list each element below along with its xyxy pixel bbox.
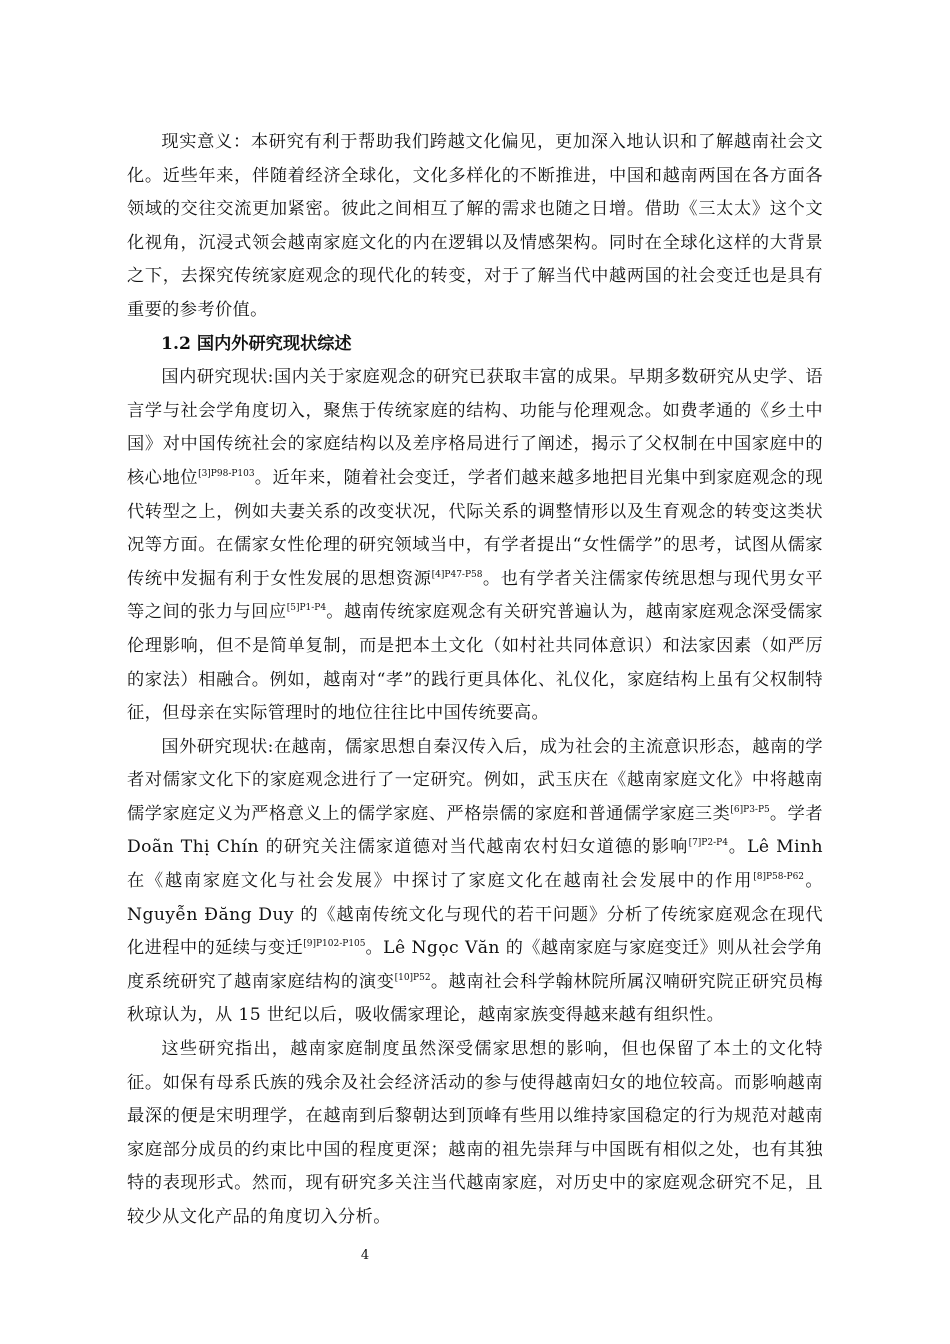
- paragraph-foreign-research: [127, 731, 823, 1033]
- citation: [8]P58-P62: [753, 872, 805, 883]
- text-run: 。学者 Doãn Thị Chín 的研究关注儒家道德对当代越南农村妇女道德的影响: [127, 803, 823, 858]
- text-run: 。近年来，随着社会变迁，学者们越来越多地把目光集中到家庭观念的现代转型之上，例如夫妻关系的改变状况，代际关系的调整情形以及生育观念的转变这类状况等方面。在儒家女性伦理的研究领域当中，有学者提出“女性儒学”的思考，试图从儒家传统中发掘有利于女性发展的思想资源: [127, 467, 823, 589]
- text-run: 。也有学者关注儒家传统思想与现代男女平等之间的张力与回应: [127, 568, 823, 623]
- citation: [4]P47-P58: [431, 569, 483, 580]
- paragraph-research-summary: 这些研究指出，越南家庭制度虽然深受儒家思想的影响，但也保留了本土的文化特征。如保有母系氏族的残余及社会经济活动的参与使得越南妇女的地位较高。而影响越南最深的便是宋明理学，在越南到后黎朝达到顶峰有些用以维持家国稳定的行为规范对越南家庭部分成员的约束比中国的程度更深；越南的祖先崇拜与中国既有相似之处，也有其独特的表现形式。然而，现有研究多关注当代越南家庭，对历史中的家庭观念研究不足，且较少从文化产品的角度切入分析。: [127, 1039, 823, 1227]
- text-run: 。Nguyễn Đăng Duy 的《越南传统文化与现代的若干问题》分析了传统家庭观念在现代化进程中的延续与变迁: [127, 871, 824, 959]
- body-text: [127, 126, 823, 1235]
- text-run: 。Lê Minh 在《越南家庭文化与社会发展》中探讨了家庭文化在越南社会发展中的作用: [127, 837, 823, 892]
- paragraph-domestic-research: [127, 361, 823, 731]
- citation: [6]P3-P5: [730, 804, 770, 815]
- citation: [3]P98-P103: [198, 468, 255, 479]
- text-run: 。Lê Ngọc Văn 的《越南家庭与家庭变迁》则从社会学角度系统研究了越南家庭结构的演变: [127, 938, 823, 992]
- text-run: 国内研究现状:国内关于家庭观念的研究已获取丰富的成果。早期多数研究从史学、语言学与社会学角度切入，聚焦于传统家庭的结构、功能与伦理观念。如费孝通的《乡土中国》对中国传统社会的家庭结构以及差序格局进行了阐述，揭示了父权制在中国家庭中的核心地位: [127, 367, 823, 488]
- citation: [10]P52: [394, 972, 431, 983]
- page-number: 4: [360, 1248, 370, 1263]
- text-run: 国外研究现状:在越南，儒家思想自秦汉传入后，成为社会的主流意识形态，越南的学者对儒家文化下的家庭观念进行了一定研究。例如，武玉庆在《越南家庭文化》中将越南儒学家庭定义为严格意义上的儒学家庭、严格崇儒的家庭和普通儒学家庭三类: [127, 736, 823, 824]
- citation: [7]P2-P4: [688, 838, 728, 849]
- paragraph-practical-significance: 现实意义：本研究有利于帮助我们跨越文化偏见，更加深入地认识和了解越南社会文化。近些年来，伴随着经济全球化，文化多样化的不断推进，中国和越南两国在各方面各领域的交往交流更加紧密。彼此之间相互了解的需求也随之日增。借助《三太太》这个文化视角，沉浸式领会越南家庭文化的内在逻辑以及情感架构。同时在全球化这样的大背景之下，去探究传统家庭观念的现代化的转变，对于了解当代中越两国的社会变迁也是具有重要的参考价值。: [127, 132, 823, 320]
- citation: [5]P1-P4: [286, 603, 327, 614]
- section-heading: 1.2 国内外研究现状综述: [161, 333, 352, 354]
- text-run: 。越南传统家庭观念有关研究普遍认为，越南家庭观念深受儒家伦理影响，但不是简单复制，而是把本土文化（如村社共同体意识）和法家因素（如严厉的家法）相融合。例如，越南对“孝”的践行更具体化、礼仪化，家庭结构上虽有父权制特征，但母亲在实际管理时的地位往往比中国传统要高。: [127, 602, 824, 724]
- text-run: 。越南社会科学翰林院所属汉喃研究院正研究员梅秋琼认为，从 15 世纪以后，吸收儒家理论，越南家族变得越来越有组织性。: [127, 971, 823, 1026]
- citation: [9]P102-P105: [303, 939, 366, 950]
